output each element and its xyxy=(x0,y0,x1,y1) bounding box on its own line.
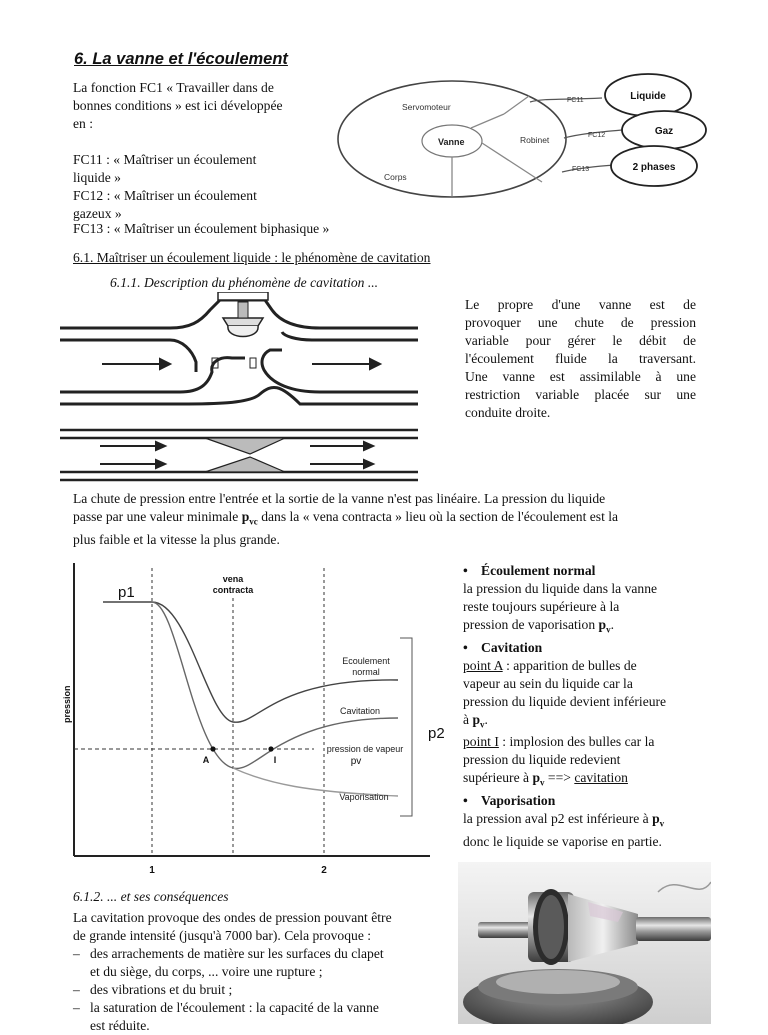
p1-label: p1 xyxy=(118,584,135,601)
cavitation-label: Cavitation xyxy=(339,706,381,716)
para-line: Le propre d'une vanne est de xyxy=(465,297,696,312)
bullet-line: donc le liquide se vaporise en partie. xyxy=(463,833,662,849)
bullet-text: supérieure à xyxy=(463,770,533,786)
vena-label-2: contracta xyxy=(212,585,254,595)
consequences-list xyxy=(73,945,443,1035)
pressure-line-pre: passe par une valeur minimale xyxy=(73,509,242,524)
list-item: – des arrachements de matière sur les surfaces du clapet xyxy=(73,945,443,963)
point-i-ref: point I xyxy=(463,734,499,750)
fc13-line: FC13 : « Maîtriser un écoulement biphasique » xyxy=(73,221,330,236)
bullet-text: : implosion des bulles car la xyxy=(498,734,655,750)
intro-text xyxy=(73,79,343,223)
list-item: et du siège, du corps, ... voire une rupture ; xyxy=(90,964,323,979)
pressure-paragraph xyxy=(73,490,698,549)
bullet-line: pression du liquide devient inférieure xyxy=(463,693,667,709)
pv-symbol xyxy=(652,811,665,829)
bullet-cavitation-title: • Cavitation xyxy=(463,639,543,655)
section-title: 6. La vanne et l'écoulement xyxy=(74,50,288,68)
fc11-connector xyxy=(530,98,602,102)
pressure-graph xyxy=(58,558,458,878)
bullet-line xyxy=(463,769,713,792)
bullet-list xyxy=(463,562,713,851)
ecoulement-label-2: normal xyxy=(352,667,380,677)
s612-line: de grande intensité (jusqu'à 7000 bar). Cela provoque : xyxy=(73,928,372,943)
pression-label: pression xyxy=(62,685,72,723)
ecoulement-label-1: Ecoulement xyxy=(342,656,390,666)
intro-line: bonnes conditions » est ici développée xyxy=(73,98,283,113)
bullet-vaporisation-title: • Vaporisation xyxy=(463,793,556,809)
gaz-label: Gaz xyxy=(654,126,674,137)
point-i-marker xyxy=(268,746,273,751)
valve-illustration xyxy=(60,292,418,482)
x-tick-2: 2 xyxy=(321,865,327,876)
bullet-title-text: Écoulement normal xyxy=(481,563,596,578)
point-i-label: I xyxy=(273,755,277,765)
corps-label: Corps xyxy=(384,172,407,182)
fc12-line: gazeux » xyxy=(73,206,122,221)
robinet-label: Robinet xyxy=(520,135,550,145)
pv-symbol xyxy=(598,617,611,635)
pv-sub: v xyxy=(606,624,611,635)
pv-p: p xyxy=(532,770,541,786)
list-item: – la saturation de l'écoulement : la capacité de la vanne xyxy=(73,999,443,1017)
s612-line: La cavitation provoque des ondes de pression pouvant être xyxy=(73,910,392,925)
pressure-line: La chute de pression entre l'entrée et la sortie de la vanne n'est pas linéaire. La pression du liquide xyxy=(73,491,606,506)
bullet-line xyxy=(463,657,713,675)
pressure-line xyxy=(73,508,698,531)
vena-label-1: vena xyxy=(222,574,244,584)
s611-heading: 6.1. Maîtriser un écoulement liquide : le phénomène de cavitation xyxy=(73,250,431,265)
fc11-line: liquide » xyxy=(73,170,121,185)
pressure-line: plus faible et la vitesse la plus grande. xyxy=(73,531,280,547)
bullet-line xyxy=(463,810,713,833)
para-line: conduite droite. xyxy=(465,405,551,420)
point-a-ref: point A xyxy=(463,657,503,673)
bullet-line: vapeur au sein du liquide car la xyxy=(463,675,633,691)
valve-photo xyxy=(458,862,711,1024)
pvc-p: p xyxy=(241,509,250,524)
liquide-label: Liquide xyxy=(630,91,666,102)
bullet-text: pression de vaporisation xyxy=(463,617,599,632)
pv-sub: v xyxy=(480,719,485,730)
cavitation-ref: cavitation xyxy=(574,770,628,786)
arrow-text: ==> xyxy=(544,770,575,786)
bullet-text: à xyxy=(463,711,473,727)
pv-sub: v xyxy=(540,778,545,789)
p2-label: p2 xyxy=(428,725,445,742)
bullet-line: reste toujours supérieure à la xyxy=(463,599,620,614)
bullet-title-text: Vaporisation xyxy=(481,793,556,809)
para-line: Une vanne est assimilable à une xyxy=(465,369,696,384)
s611-subheading: 6.1.1. Description du phénomène de cavitation ... xyxy=(110,275,379,290)
bullet-line: la pression du liquide dans la vanne xyxy=(463,581,658,596)
point-a-marker xyxy=(210,746,215,751)
para-line: provoquer une chute de pression xyxy=(465,315,696,330)
pv-p: p xyxy=(598,617,607,632)
pv-label: pv xyxy=(350,756,362,767)
pvc-sub: vc xyxy=(249,516,258,527)
intro-line: La fonction FC1 « Travailler dans de xyxy=(73,80,274,95)
pressure-line-post: dans la « vena contracta » lieu où la section de l'écoulement est la xyxy=(257,509,619,524)
phases-label: 2 phases xyxy=(632,162,676,173)
s612-heading: 6.1.2. ... et ses conséquences xyxy=(73,889,229,904)
para-line: variable pour gérer le débit de xyxy=(465,333,696,348)
para-line: restriction variable placée sur une xyxy=(465,387,696,402)
vanne-label: Vanne xyxy=(438,137,465,147)
fc13-label: FC13 xyxy=(572,166,590,173)
pv-p: p xyxy=(472,711,480,727)
function-diagram xyxy=(334,70,714,205)
bullet-title-text: Cavitation xyxy=(481,639,543,655)
bullet-line: pression du liquide redevient xyxy=(463,752,621,768)
pv-sub: v xyxy=(659,818,665,829)
list-item: – des vibrations et du bruit ; xyxy=(73,981,443,999)
bullet-text: la pression aval p2 est inférieure à xyxy=(463,811,653,827)
pvc-symbol xyxy=(241,509,258,527)
servomoteur-label: Servomoteur xyxy=(402,102,451,112)
para-line: l'écoulement fluide la traversant. xyxy=(465,351,696,366)
intro-line: en : xyxy=(73,116,94,131)
point-a-label: A xyxy=(202,755,210,765)
list-item: est réduite. xyxy=(90,1018,150,1033)
fc11-line: FC11 : « Maîtriser un écoulement xyxy=(73,152,257,167)
bullet-line xyxy=(463,733,713,751)
x-tick-1: 1 xyxy=(149,865,155,876)
fc12-line: FC12 : « Maîtriser un écoulement xyxy=(73,188,257,203)
flow-arrows xyxy=(102,359,380,369)
bullet-normal-title: • Écoulement normal xyxy=(463,563,596,578)
pv-symbol xyxy=(532,770,545,789)
bullet-line: à $p_v$. xyxy=(463,711,488,730)
vaporisation-label: Vaporisation xyxy=(339,792,389,802)
bullet-line: pression de vaporisation $p_v$. xyxy=(463,617,615,635)
pv-p: p xyxy=(652,811,660,827)
s612-body xyxy=(73,909,443,1035)
bullet-text: : apparition de bulles de xyxy=(502,657,637,673)
s611-paragraph xyxy=(465,296,696,422)
fc11-label: FC11 xyxy=(567,97,584,104)
vapeur-label: pression de vapeur xyxy=(326,744,404,754)
fc12-label: FC12 xyxy=(588,132,606,139)
